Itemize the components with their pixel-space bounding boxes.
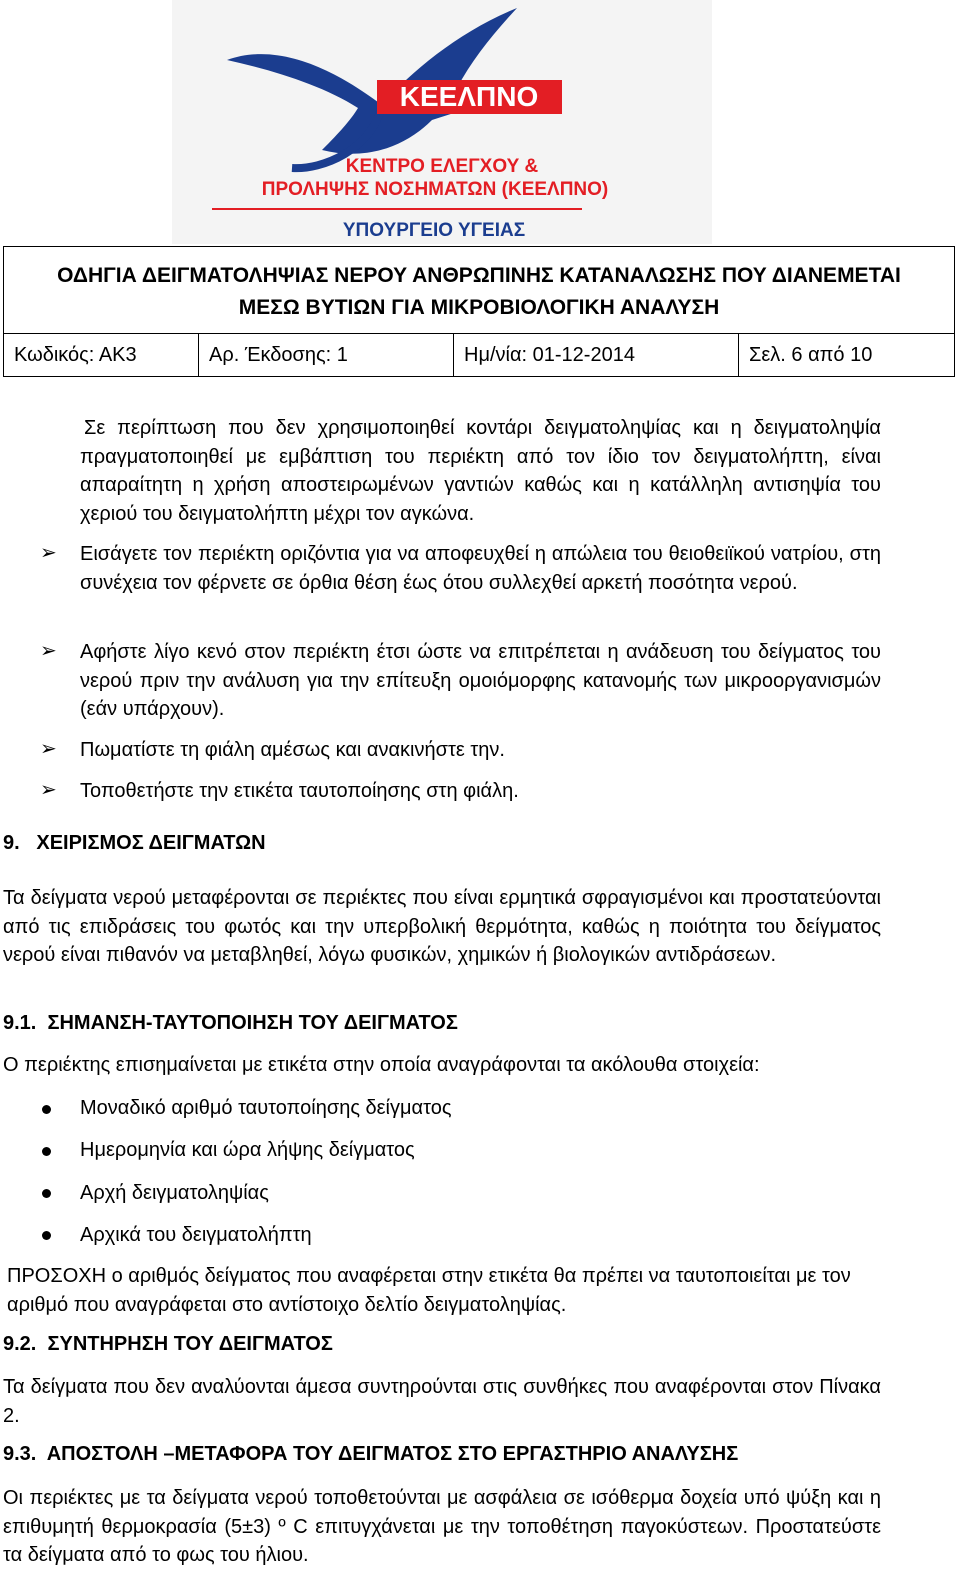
bullet-dot-icon — [42, 1231, 51, 1240]
logo-line2: ΠΡΟΛΗΨΗΣ ΝΟΣΗΜΑΤΩΝ (ΚΕΕΛΠΝΟ) — [261, 179, 609, 200]
logo-line1: ΚΕΝΤΡΟ ΕΛΕΓΧΟΥ & — [345, 156, 539, 177]
doc-date: Ημ/νία: 01-12-2014 — [454, 334, 739, 377]
bullet-dot-icon — [42, 1189, 51, 1198]
doc-edition: Αρ. Έκδοσης: 1 — [199, 334, 454, 377]
title-line-2: ΜΕΣΩ ΒΥΤΙΩΝ ΓΙΑ ΜΙΚΡΟΒΙΟΛΟΓΙΚΗ ΑΝΑΛΥΣΗ — [238, 296, 720, 319]
label-item: Αρχή δειγματοληψίας — [80, 1182, 269, 1204]
label-item: Μοναδικό αριθμό ταυτοποίησης δείγματος — [80, 1097, 452, 1119]
title-line-1: ΟΔΗΓΙΑ ΔΕΙΓΜΑΤΟΛΗΨΙΑΣ ΝΕΡΟΥ ΑΝΘΡΩΠΙΝΗΣ ΚΑΤΑΝΑΛΩΣΗΣ ΠΟΥ ΔΙΑΝΕΜΕΤΑΙ — [57, 264, 901, 287]
doc-page: Σελ. 6 από 10 — [739, 334, 955, 377]
intro-paragraph: Σε περίπτωση που δεν χρησιμοποιηθεί κοντάρι δειγματοληψίας και η δειγματοληψία πραγματοποιηθεί με εμβάπτιση του περιέκτη από τον ίδιο τον δειγματολήπτη, είναι απαραίτητη η χρήση αποστειρωμένων γαντιών καθώς και η κατάλληλη αντισηψία του χεριού του δειγματολήπτη μέχρι τον αγκώνα. — [80, 417, 881, 525]
logo-graphic — [172, 0, 712, 244]
label-item: Αρχικά του δειγματολήπτη — [80, 1224, 312, 1246]
doc-code: Κωδικός: ΑΚ3 — [4, 334, 199, 377]
arrow-bullet-icon: ➢ — [40, 542, 57, 564]
section-9-heading: 9. ΧΕΙΡΙΣΜΟΣ ΔΕΙΓΜΑΤΩΝ — [3, 832, 266, 854]
document-header — [3, 246, 955, 377]
section-9-text: Τα δείγματα νερού μεταφέρονται σε περιέκτες που είναι ερμητικά σφραγισμένοι και προστατεύονται από τις επιδράσεις του φωτός και την υπερβολική θερμότητα, καθώς η ποιότητα του δείγματος νερού είναι πιθανόν να μεταβληθεί, λόγω φυσικών, χημικών ή βιολογικών αντιδράσεων. — [3, 887, 881, 966]
arrow-bullet-icon: ➢ — [40, 640, 57, 662]
document-title — [4, 247, 955, 334]
step-item: Πωματίστε τη φιάλη αμέσως και ανακινήστε την. — [80, 739, 505, 761]
section-9-2-heading: 9.2. ΣΥΝΤΗΡΗΣΗ ΤΟΥ ΔΕΙΓΜΑΤΟΣ — [3, 1333, 333, 1355]
step-item: Αφήστε λίγο κενό στον περιέκτη έτσι ώστε να επιτρέπεται η ανάδευση του δείγματος του νερού πριν την ανάλυση για την επίτευξη ομοιόμορφης κατανομής των μικροοργανισμών (εάν υπάρχουν). — [80, 641, 881, 720]
arrow-bullet-icon: ➢ — [40, 779, 57, 801]
step-item: Εισάγετε τον περιέκτη οριζόντια για να αποφευχθεί η απώλεια του θειοθειϊκού νατρίου, στη συνέχεια τον φέρνετε σε όρθια θέση έως ότου συλλεχθεί αρκετή ποσότητα νερού. — [80, 543, 881, 594]
section-9-1-heading: 9.1. ΣΗΜΑΝΣΗ-ΤΑΥΤΟΠΟΙΗΣΗ ΤΟΥ ΔΕΙΓΜΑΤΟΣ — [3, 1012, 458, 1034]
section-9-3-text: Οι περιέκτες με τα δείγματα νερού τοποθετούνται με ασφάλεια σε ισόθερμα δοχεία υπό ψύξη και η επιθυμητή θερμοκρασία (5±3) º C επιτυγχάνεται με την τοποθέτηση παγοκύστεων. Προστατεύστε τα δείγματα από το φως του ήλιου. — [3, 1487, 881, 1566]
brand-text: ΚΕΕΛΠΝΟ — [399, 81, 539, 112]
bullet-dot-icon — [42, 1105, 51, 1114]
logo-line3: ΥΠΟΥΡΓΕΙΟ ΥΓΕΙΑΣ — [342, 220, 526, 241]
section-9-3-heading: 9.3. ΑΠΟΣΤΟΛΗ –ΜΕΤΑΦΟΡΑ ΤΟΥ ΔΕΙΓΜΑΤΟΣ ΣΤΟ ΕΡΓΑΣΤΗΡΙΟ ΑΝΑΛΥΣΗΣ — [3, 1443, 739, 1465]
arrow-bullet-icon: ➢ — [40, 738, 57, 760]
keelpno-logo — [172, 0, 712, 244]
step-item: Τοποθετήστε την ετικέτα ταυτοποίησης στη φιάλη. — [80, 780, 519, 802]
section-9-1-intro: Ο περιέκτης επισημαίνεται με ετικέτα στην οποία αναγράφονται τα ακόλουθα στοιχεία: — [3, 1054, 760, 1076]
section-9-2-text: Τα δείγματα που δεν αναλύονται άμεσα συντηρούνται στις συνθήκες που αναφέρονται στον Πίνακα 2. — [3, 1376, 881, 1427]
attention-note: ΠΡΟΣΟΧΗ ο αριθμός δείγματος που αναφέρεται στην ετικέτα θα πρέπει να ταυτοποιείται με τον αριθμό που αναγράφεται στο αντίστοιχο δελτίο δειγματοληψίας. — [7, 1265, 851, 1316]
bullet-dot-icon — [42, 1147, 51, 1156]
label-item: Ημερομηνία και ώρα λήψης δείγματος — [80, 1139, 415, 1161]
